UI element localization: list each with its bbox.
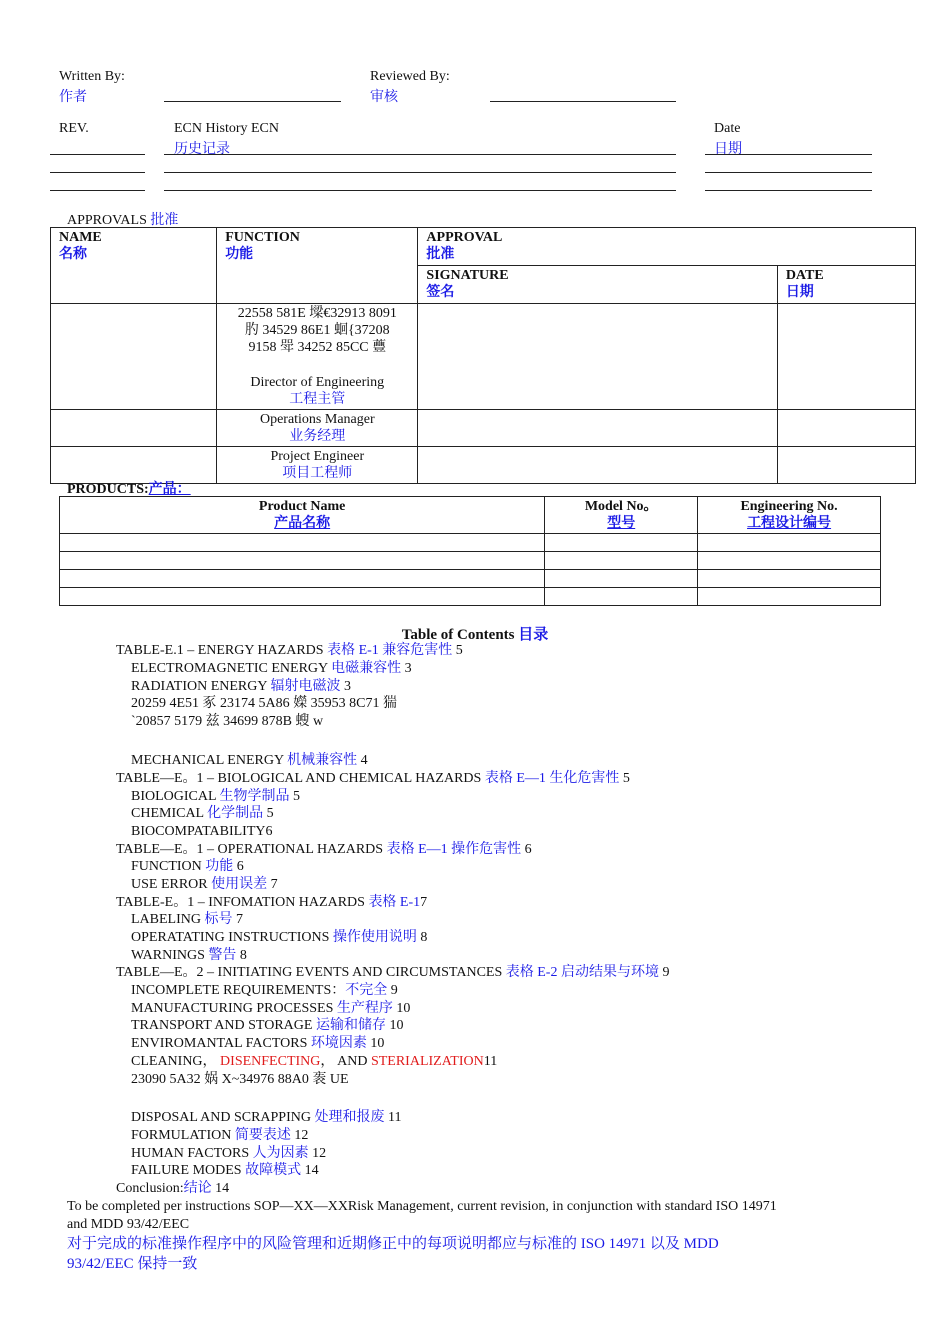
toc-item[interactable]: TABLE—E。2 – INITIATING EVENTS AND CIRCUMSTANCES 表格 E-2 启动结果与环境 9 [116,965,670,980]
toc-garbled-text: `20857 5179 兹 34699 878B 螋 w [131,714,324,729]
date-line-3[interactable] [705,190,872,191]
date-cell[interactable] [777,447,915,484]
reviewed-by-label-cn: 审核 [370,90,398,105]
toc-item[interactable]: BIOCOMPATABILITY6 [131,824,273,839]
date-cell[interactable] [777,410,915,447]
toc-item[interactable]: LABELING 标号 7 [131,912,243,927]
toc-item[interactable]: OPERATATING INSTRUCTIONS 操作使用说明 8 [131,930,428,945]
name-cell[interactable] [51,410,217,447]
products-header-engineering: Engineering No. 工程设计编号 [698,497,881,534]
rev-line-3[interactable] [50,190,145,191]
table-row [51,410,916,447]
model-cell[interactable] [545,552,698,570]
table-row [51,304,916,410]
function-cell: 22558 581E 墚€32913 8091 肑 34529 86E1 蛔{37208 9158 斝 34252 85CC 蘴 Director of Engineering 工程主管 [217,304,418,410]
instruction-paragraph-cn: 对于完成的标准操作程序中的风险管理和近期修正中的每项说明都应与标准的 ISO 14971 以及 MDD 93/42/EEC 保持一致 [67,1236,719,1272]
toc-item[interactable]: DISPOSAL AND SCRAPPING 处理和报废 11 [131,1110,402,1125]
date-cell[interactable] [777,304,915,410]
date-label-cn: 日期 [714,142,742,157]
toc-item[interactable]: WARNINGS 警告 8 [131,948,247,963]
instruction-paragraph: To be completed per instructions SOP—XX—XXRisk Management, current revision, in conjunction with standard ISO 14971 and MDD 93/42/EEC [67,1199,777,1232]
function-cell: Operations Manager 业务经理 [217,410,418,447]
reviewed-by-label: Reviewed By: [370,69,450,84]
toc-item[interactable]: TABLE-E。1 – INFOMATION HAZARDS 表格 E-17 [116,895,428,910]
signature-cell[interactable] [418,304,777,410]
written-by-label: Written By: [59,69,125,84]
products-table [59,496,881,606]
table-row [60,588,881,606]
ecn-history-label: ECN History ECN [174,121,279,136]
table-row [60,552,881,570]
toc-item[interactable]: HUMAN FACTORS 人为因素 12 [131,1146,327,1161]
ecn-line-3[interactable] [164,190,676,191]
written-by-line[interactable] [164,101,341,102]
function-cell: Project Engineer 项目工程师 [217,447,418,484]
product-cell[interactable] [60,570,545,588]
toc-item[interactable]: RADIATION ENERGY 辐射电磁波 3 [131,679,351,694]
toc-garbled-text: 23090 5A32 娲 X~34976 88A0 袠 UE [131,1072,349,1087]
ecn-line-1[interactable] [164,154,676,155]
approvals-table [50,227,916,484]
engineering-cell[interactable] [698,534,881,552]
approvals-header-approval: APPROVAL 批准 [418,228,916,266]
toc-item[interactable]: TRANSPORT AND STORAGE 运输和储存 10 [131,1018,404,1033]
date-line-1[interactable] [705,154,872,155]
written-by-label-cn: 作者 [59,90,87,105]
approvals-title: APPROVALS 批准 [67,213,179,228]
date-label: Date [714,121,741,136]
model-cell[interactable] [545,534,698,552]
product-cell[interactable] [60,534,545,552]
products-header-model: Model No。 型号 [545,497,698,534]
rev-line-2[interactable] [50,172,145,173]
toc-item[interactable]: MANUFACTURING PROCESSES 生产程序 10 [131,1001,411,1016]
engineering-cell[interactable] [698,588,881,606]
toc-item[interactable]: USE ERROR 使用误差 7 [131,877,278,892]
date-line-2[interactable] [705,172,872,173]
toc-item[interactable]: MECHANICAL ENERGY 机械兼容性 4 [131,753,368,768]
toc-item[interactable]: ELECTROMAGNETIC ENERGY 电磁兼容性 3 [131,661,412,676]
reviewed-by-line[interactable] [490,101,676,102]
toc-item[interactable]: CLEANING， DISENFECTING， AND STERIALIZATION11 [131,1054,498,1069]
table-row [60,570,881,588]
approvals-header-signature: SIGNATURE 签名 [418,266,777,304]
approvals-header-function: FUNCTION 功能 [217,228,418,304]
model-cell[interactable] [545,588,698,606]
toc-item[interactable]: FUNCTION 功能 6 [131,859,244,874]
toc-item[interactable]: TABLE—E。1 – OPERATIONAL HAZARDS 表格 E—1 操作危害性 6 [116,842,532,857]
toc-item[interactable]: CHEMICAL 化学制品 5 [131,806,274,821]
toc-item[interactable]: FORMULATION 简要表述 12 [131,1128,309,1143]
toc-item[interactable]: BIOLOGICAL 生物学制品 5 [131,789,301,804]
rev-label: REV. [59,121,89,136]
products-title: PRODUCTS:产品： [67,482,191,497]
engineering-cell[interactable] [698,570,881,588]
name-cell[interactable] [51,304,217,410]
product-cell[interactable] [60,552,545,570]
toc-item[interactable]: Conclusion:结论 14 [116,1181,230,1196]
signature-cell[interactable] [418,447,777,484]
product-cell[interactable] [60,588,545,606]
rev-line-1[interactable] [50,154,145,155]
toc-garbled-text: 20259 4E51 豖 23174 5A86 嬫 35953 8C71 猯 [131,696,397,711]
ecn-history-label-cn: 历史记录 [174,142,230,157]
toc-item[interactable]: TABLE-E.1 – ENERGY HAZARDS 表格 E-1 兼容危害性 5 [116,643,463,658]
toc-item[interactable]: TABLE—E。1 – BIOLOGICAL AND CHEMICAL HAZARDS 表格 E—1 生化危害性 5 [116,771,630,786]
products-header-name: Product Name 产品名称 [60,497,545,534]
toc-title: Table of Contents 目录 [401,627,549,643]
toc-item[interactable]: ENVIROMANTAL FACTORS 环境因素 10 [131,1036,385,1051]
model-cell[interactable] [545,570,698,588]
engineering-cell[interactable] [698,552,881,570]
toc-item[interactable]: FAILURE MODES 故障模式 14 [131,1163,319,1178]
table-row [60,534,881,552]
toc-item[interactable]: INCOMPLETE REQUIREMENTS：不完全 9 [131,983,398,998]
approvals-header-name: NAME 名称 [51,228,217,304]
ecn-line-2[interactable] [164,172,676,173]
signature-cell[interactable] [418,410,777,447]
approvals-header-date: DATE 日期 [777,266,915,304]
